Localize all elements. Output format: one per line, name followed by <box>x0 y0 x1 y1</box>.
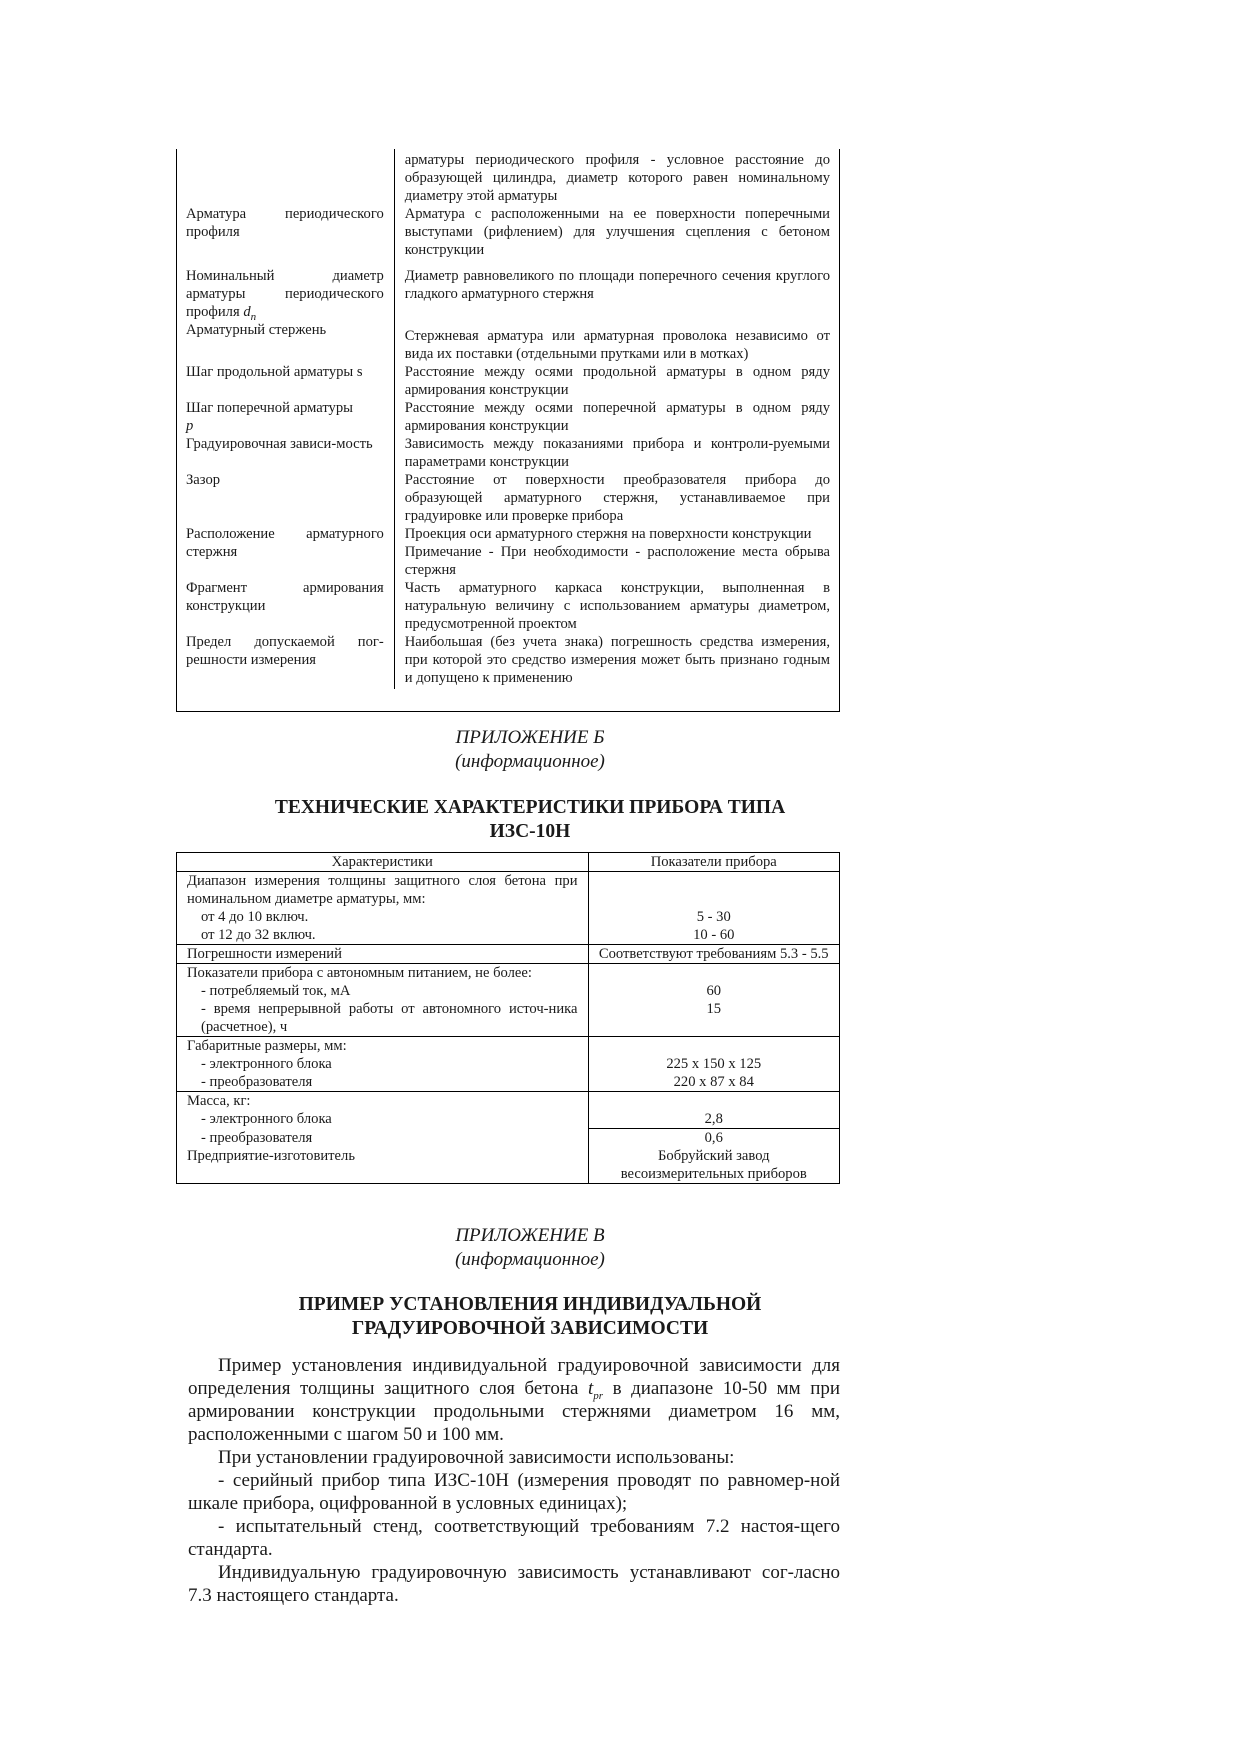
term-cell: Предел допускаемой пог-решности измерения <box>186 634 384 668</box>
value-text: 220 х 87 х 84 <box>673 1074 754 1090</box>
definition-cell <box>394 525 840 579</box>
paragraph: Индивидуальную градуировочную зависимость устанавливают сог-ласно 7.3 настоящего стандарта. <box>188 1562 840 1606</box>
appendix-b-title-line2: ИЗС-10Н <box>489 821 571 842</box>
definition-cell: Расстояние между осями поперечной арматуры в одном ряду армирования конструкции <box>394 399 840 435</box>
thickness-symbol: t <box>587 1378 594 1399</box>
terms-table <box>176 149 840 689</box>
value-text: 15 <box>706 1001 722 1017</box>
appendix-c-heading: ПРИЛОЖЕНИЕ В <box>455 1225 605 1246</box>
term-text: Номинальный диаметр арматуры периодического профиля <box>186 268 384 320</box>
table-row <box>176 267 840 321</box>
characteristic-text: Габаритные размеры, мм: <box>187 1038 347 1054</box>
appendix-c-subheading: (информационное) <box>455 1249 605 1270</box>
paragraph: При установлении градуировочной зависимости использованы: <box>218 1447 735 1468</box>
term-text: Шаг поперечной арматуры <box>186 400 353 416</box>
term-cell <box>176 149 394 205</box>
appendix-c-title-line2: ГРАДУИРОВОЧНОЙ ЗАВИСИМОСТИ <box>351 1318 709 1339</box>
term-cell: Градуировочная зависи-мость <box>186 436 373 452</box>
characteristic-cell <box>177 964 589 1037</box>
characteristic-subitem: - преобразователя <box>201 1074 313 1090</box>
table-row <box>176 149 840 205</box>
table-row <box>177 872 840 945</box>
definition-text: Стержневая арматура или арматурная проволока независимо от вида их поставки (отдельными прутками или в мотках) <box>404 328 830 362</box>
value-text: Бобруйский завод <box>658 1148 770 1164</box>
appendix-b-heading: ПРИЛОЖЕНИЕ Б <box>455 727 605 748</box>
appendix-b-subheading: (информационное) <box>455 751 605 772</box>
definition-cell: Наибольшая (без учета знака) погрешность средства измерения, при которой это средство измерения может быть признано годным и допущено к применению <box>394 633 840 689</box>
characteristic-text: Показатели прибора с автономным питанием, не более: <box>187 965 532 981</box>
specs-table <box>176 852 840 1184</box>
value-cell <box>588 1129 839 1148</box>
value-text: 5 - 30 <box>696 909 731 925</box>
table-row <box>177 964 840 1037</box>
term-cell: Шаг продольной арматуры s <box>186 364 363 380</box>
table-row <box>176 399 840 435</box>
term-cell: Арматурный стержень <box>186 322 327 338</box>
definition-cell: Расстояние между осями продольной арматуры в одном ряду армирования конструкции <box>394 363 840 399</box>
term-cell: Арматура периодического профиля <box>186 206 384 240</box>
table-row <box>177 945 840 964</box>
definition-cell <box>394 205 840 267</box>
table-row <box>177 1147 840 1184</box>
definition-note: Примечание - При необходимости - расположение места обрыва стержня <box>404 544 830 578</box>
characteristic-subitem: - электронного блока <box>201 1111 332 1127</box>
value-text: 10 - 60 <box>693 927 735 943</box>
table-row <box>176 579 840 633</box>
column-header: Характеристики <box>177 853 589 872</box>
value-cell <box>588 1147 839 1184</box>
table-row <box>176 363 840 399</box>
term-symbol: p <box>186 418 194 434</box>
definition-cell <box>394 321 840 363</box>
characteristic-cell: Предприятие-изготовитель <box>177 1147 589 1184</box>
table-row <box>177 1129 840 1148</box>
value-text: 0,6 <box>704 1130 723 1146</box>
characteristic-cell <box>177 1129 589 1148</box>
definition-text: Проекция оси арматурного стержня на поверхности конструкции <box>404 526 812 542</box>
table-row <box>176 435 840 471</box>
term-symbol-sub: n <box>250 310 257 323</box>
value-text: 2,8 <box>704 1111 723 1127</box>
thickness-symbol-sub: pr <box>593 1389 604 1402</box>
column-header: Показатели прибора <box>588 853 839 872</box>
value-cell <box>588 872 839 945</box>
definition-cell: Диаметр равновеликого по площади поперечного сечения круглого гладкого арматурного стержня <box>394 267 840 321</box>
characteristic-cell <box>177 1037 589 1092</box>
term-cell: Фрагмент армирования конструкции <box>186 580 384 614</box>
paragraph: - серийный прибор типа ИЗС-10Н (измерения проводят по равномер-ной шкале прибора, оцифрованной в условных единицах); <box>188 1470 840 1514</box>
paragraph-text: Пример установления индивидуальной градуировочной зависимости для определения толщины защитного слоя бетона <box>188 1355 840 1399</box>
table-row <box>176 525 840 579</box>
table-row <box>177 1037 840 1092</box>
table-row <box>176 633 840 689</box>
definition-cell: арматуры периодического профиля - условное расстояние до образующей цилиндра, диаметр которого равен номинальному диаметру этой арматуры <box>394 149 840 205</box>
characteristic-cell <box>177 1092 589 1129</box>
characteristic-text: Масса, кг: <box>187 1093 251 1109</box>
characteristic-subitem: от 4 до 10 включ. <box>201 909 309 925</box>
term-symbol: d <box>243 304 251 320</box>
definition-text: Арматура с расположенными на ее поверхности поперечными выступами (рифлением) для улучшения сцепления с бетоном конструкции <box>404 206 830 258</box>
value-cell <box>588 964 839 1037</box>
characteristic-subitem: - электронного блока <box>201 1056 332 1072</box>
term-cell: Зазор <box>186 472 221 488</box>
paragraph <box>188 1354 840 1446</box>
term-cell: Расположение арматурного стержня <box>186 526 384 560</box>
table-row <box>176 205 840 267</box>
characteristic-subitem: от 12 до 32 включ. <box>201 927 316 943</box>
characteristic-text: Диапазон измерения толщины защитного слоя бетона при номинальном диаметре арматуры, мм: <box>187 873 578 907</box>
definition-cell: Зависимость между показаниями прибора и контроли-руемыми параметрами конструкции <box>394 435 840 471</box>
value-text: 60 <box>706 983 722 999</box>
value-text: весоизмерительных приборов <box>620 1166 807 1182</box>
term-cell <box>176 267 394 321</box>
value-cell <box>588 1037 839 1092</box>
value-cell: Соответствуют требованиям 5.3 - 5.5 <box>588 945 839 964</box>
characteristic-subitem: - время непрерывной работы от автономного источ-ника (расчетное), ч <box>201 1001 578 1035</box>
term-cell <box>176 399 394 435</box>
characteristic-cell: Погрешности измерений <box>177 945 589 964</box>
table-header-row <box>177 853 840 872</box>
table-row <box>176 471 840 525</box>
definition-cell: Расстояние от поверхности преобразователя прибора до образующей арматурного стержня, устанавливаемое при градуировке или проверке прибора <box>394 471 840 525</box>
appendix-b-title-line1: ТЕХНИЧЕСКИЕ ХАРАКТЕРИСТИКИ ПРИБОРА ТИПА <box>274 797 786 818</box>
table-row <box>177 1092 840 1129</box>
paragraph: - испытательный стенд, соответствующий требованиям 7.2 настоя-щего стандарта. <box>188 1516 840 1560</box>
characteristic-cell <box>177 872 589 945</box>
appendix-c-title-line1: ПРИМЕР УСТАНОВЛЕНИЯ ИНДИВИДУАЛЬНОЙ <box>298 1294 762 1315</box>
characteristic-subitem: - потребляемый ток, мА <box>201 983 351 999</box>
table-row <box>176 321 840 363</box>
value-text: 225 х 150 х 125 <box>666 1056 762 1072</box>
definition-cell: Часть арматурного каркаса конструкции, выполненная в натуральную величину с использованием арматуры диаметром, предусмотренной проектом <box>394 579 840 633</box>
appendix-c-body <box>188 1354 840 1607</box>
characteristic-subitem: - преобразователя <box>201 1129 313 1146</box>
paragraph-text: в диапазоне 10-50 мм при армировании конструкции продольными стержнями диаметром 16 мм, расположенными с шагом 50 и 100 мм. <box>188 1378 841 1445</box>
value-cell <box>588 1092 839 1129</box>
